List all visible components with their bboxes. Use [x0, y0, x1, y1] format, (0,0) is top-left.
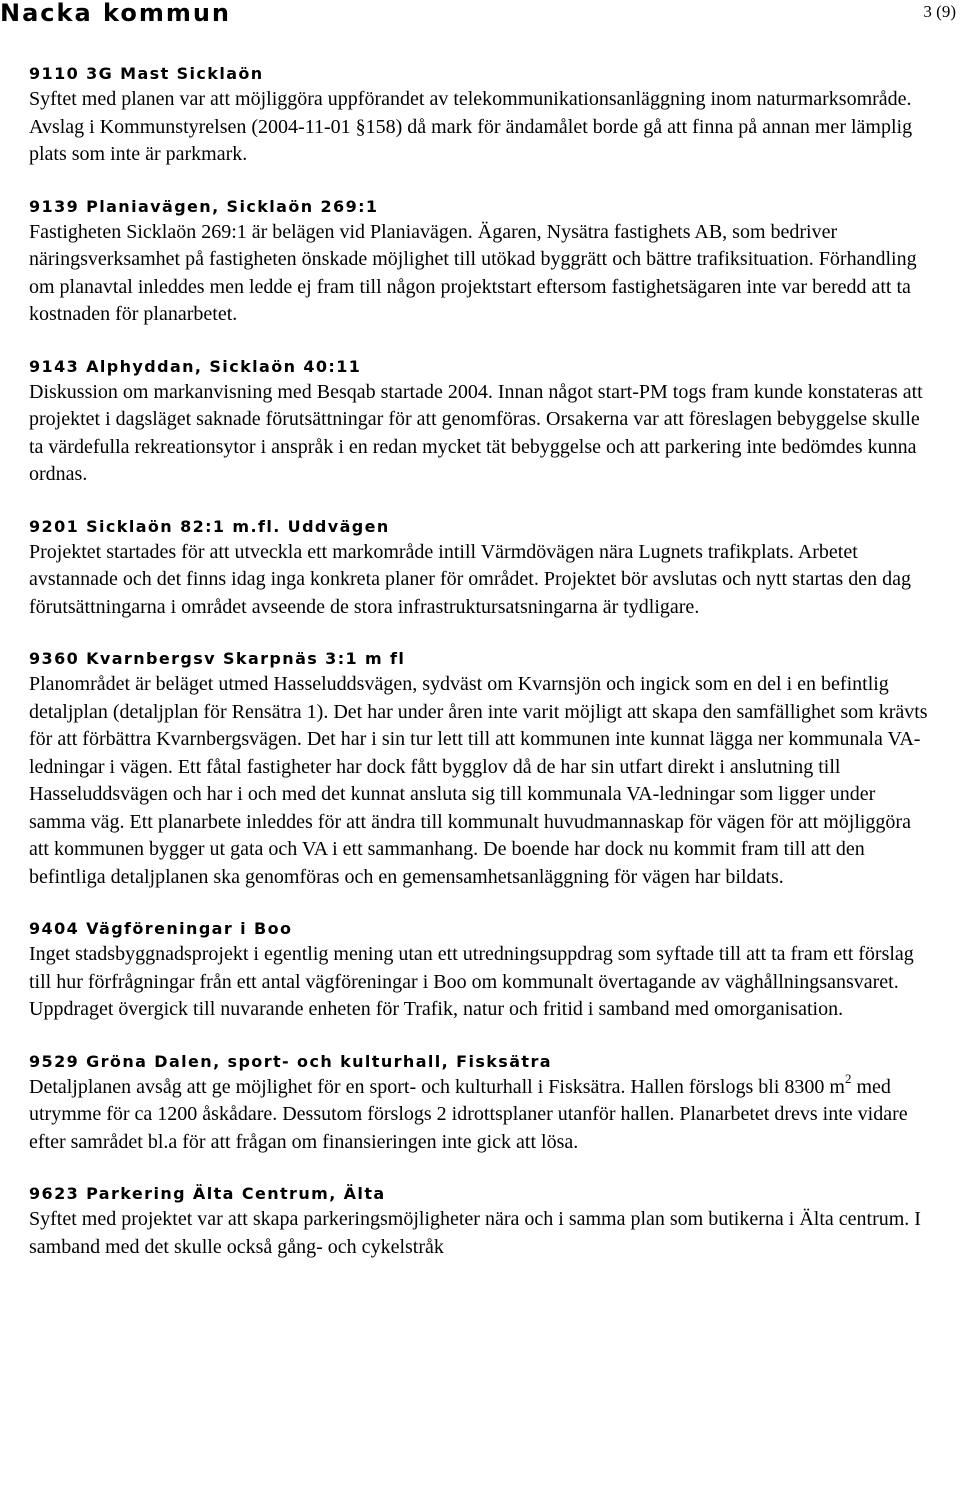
- section-body-text: med utrymme för ca 1200 åskådare. Dessutom förslogs 2 idrottsplaner utanför hallen. Planarbetet drevs inte vidare efter samrådet bl.a för att frågan om finansieringen inte gick att lösa.: [29, 1075, 908, 1153]
- section-title: 9110 3G Mast Sicklaön: [29, 64, 264, 83]
- document-content: [29, 60, 929, 1285]
- project-section-9404: [29, 915, 929, 1024]
- project-section-9139: [29, 193, 929, 329]
- section-body-text: Detaljplanen avsåg att ge möjlighet för en sport- och kulturhall i Fisksätra. Hallen förslogs bli 8300 m: [29, 1075, 845, 1098]
- section-title: 9623 Parkering Älta Centrum, Älta: [29, 1184, 386, 1203]
- square-meter-superscript: 2: [844, 1070, 852, 1086]
- section-title: 9529 Gröna Dalen, sport- och kulturhall, Fisksätra: [29, 1051, 552, 1071]
- project-section-9623: [29, 1180, 929, 1261]
- project-section-9360: [29, 645, 929, 891]
- organization-name: Nacka kommun: [0, 0, 232, 27]
- section-title: 9404 Vägföreningar i Boo: [29, 919, 293, 938]
- section-title: 9360 Kvarnbergsv Skarpnäs 3:1 m fl: [29, 649, 406, 668]
- section-body: Diskussion om markanvisning med Besqab startade 2004. Innan något start-PM togs fram kunde konstateras att projektet i dagsläget saknade förutsättningar för att genomföras. Orsakerna var att föreslagen bebyggelse skulle ta värdefulla rekreationsytor i anspråk i en redan mycket tät bebyggelse och att parkering inte bedömdes kunna ordnas.: [29, 380, 923, 485]
- project-section-9201: [29, 513, 929, 622]
- section-body: Fastigheten Sicklaön 269:1 är belägen vid Planiavägen. Ägaren, Nysätra fastighets AB, som bedriver näringsverksamhet på fastigheten önskade möjlighet till utökad byggrätt och bättre trafiksituation. Förhandling om planavtal inleddes men ledde ej fram till någon projektstart eftersom fastighetsägaren inte var beredd att ta kostnaden för planarbetet.: [29, 220, 917, 325]
- page-number: 3 (9): [923, 2, 956, 21]
- project-section-9110: [29, 60, 929, 169]
- section-title: 9143 Alphyddan, Sicklaön 40:11: [29, 356, 362, 376]
- section-body: Syftet med projektet var att skapa parkeringsmöjligheter nära och i samma plan som butikerna i Älta centrum. I samband med det skulle också gång- och cykelstråk: [29, 1208, 921, 1258]
- section-body: Syftet med planen var att möjliggöra uppförandet av telekommunikationsanläggning inom naturmarksområde. Avslag i Kommunstyrelsen (2004-11-01 §158) då mark för ändamålet borde gå att finna på annan mer lämplig plats som inte är parkmark.: [29, 88, 913, 165]
- section-body: Planområdet är beläget utmed Hasseluddsvägen, sydväst om Kvarnsjön och ingick som en del i en befintlig detaljplan (detaljplan för Rensätra 1). Det har under åren inte varit möjligt att skapa den samfällighet som krävts för att förbättra Kvarnbergsvägen. Det har i sin tur lett till att kommunen inte kunnat lägga ner kommunala VA-ledningar i vägen. Ett fåtal fastigheter har dock fått bygglov då de har sin utfart direkt i anslutning till Hasseluddsvägen och har i och med det kunnat ansluta sig till kommunala VA-ledningar som ligger under samma väg. Ett planarbete inleddes för att ändra till kommunalt huvudmannaskap för vägen för att möjliggöra att kommunen bygger ut gata och VA i ett sammanhang. De boende har dock nu kommit fram till att den befintliga detaljplanen ska genomföras och en gemensamhetsanläggning för vägen har bildats.: [29, 673, 928, 888]
- section-body: [29, 1070, 929, 1157]
- section-body: Inget stadsbyggnadsprojekt i egentlig mening utan ett utredningsuppdrag som syftade till att ta fram ett förslag till hur förfrågningar från ett antal vägföreningar i Boo om kommunalt övertagande av väghållningsansvaret. Uppdraget övergick till nuvarande enheten för Trafik, natur och fritid i samband med omorganisation.: [29, 943, 914, 1020]
- section-body: Projektet startades för att utveckla ett markområde intill Värmdövägen nära Lugnets trafikplats. Arbetet avstannade och det finns idag inga konkreta planer för området. Projektet bör avslutas och nytt startas den dag förutsättningarna i området avseende de stora infrastruktursatsningarna är tydligare.: [29, 540, 911, 618]
- project-section-9529: [29, 1048, 929, 1157]
- project-section-9143: [29, 353, 929, 489]
- section-title: 9201 Sicklaön 82:1 m.fl. Uddvägen: [29, 516, 390, 536]
- section-title: 9139 Planiavägen, Sicklaön 269:1: [29, 196, 379, 216]
- page-header: [0, 0, 960, 30]
